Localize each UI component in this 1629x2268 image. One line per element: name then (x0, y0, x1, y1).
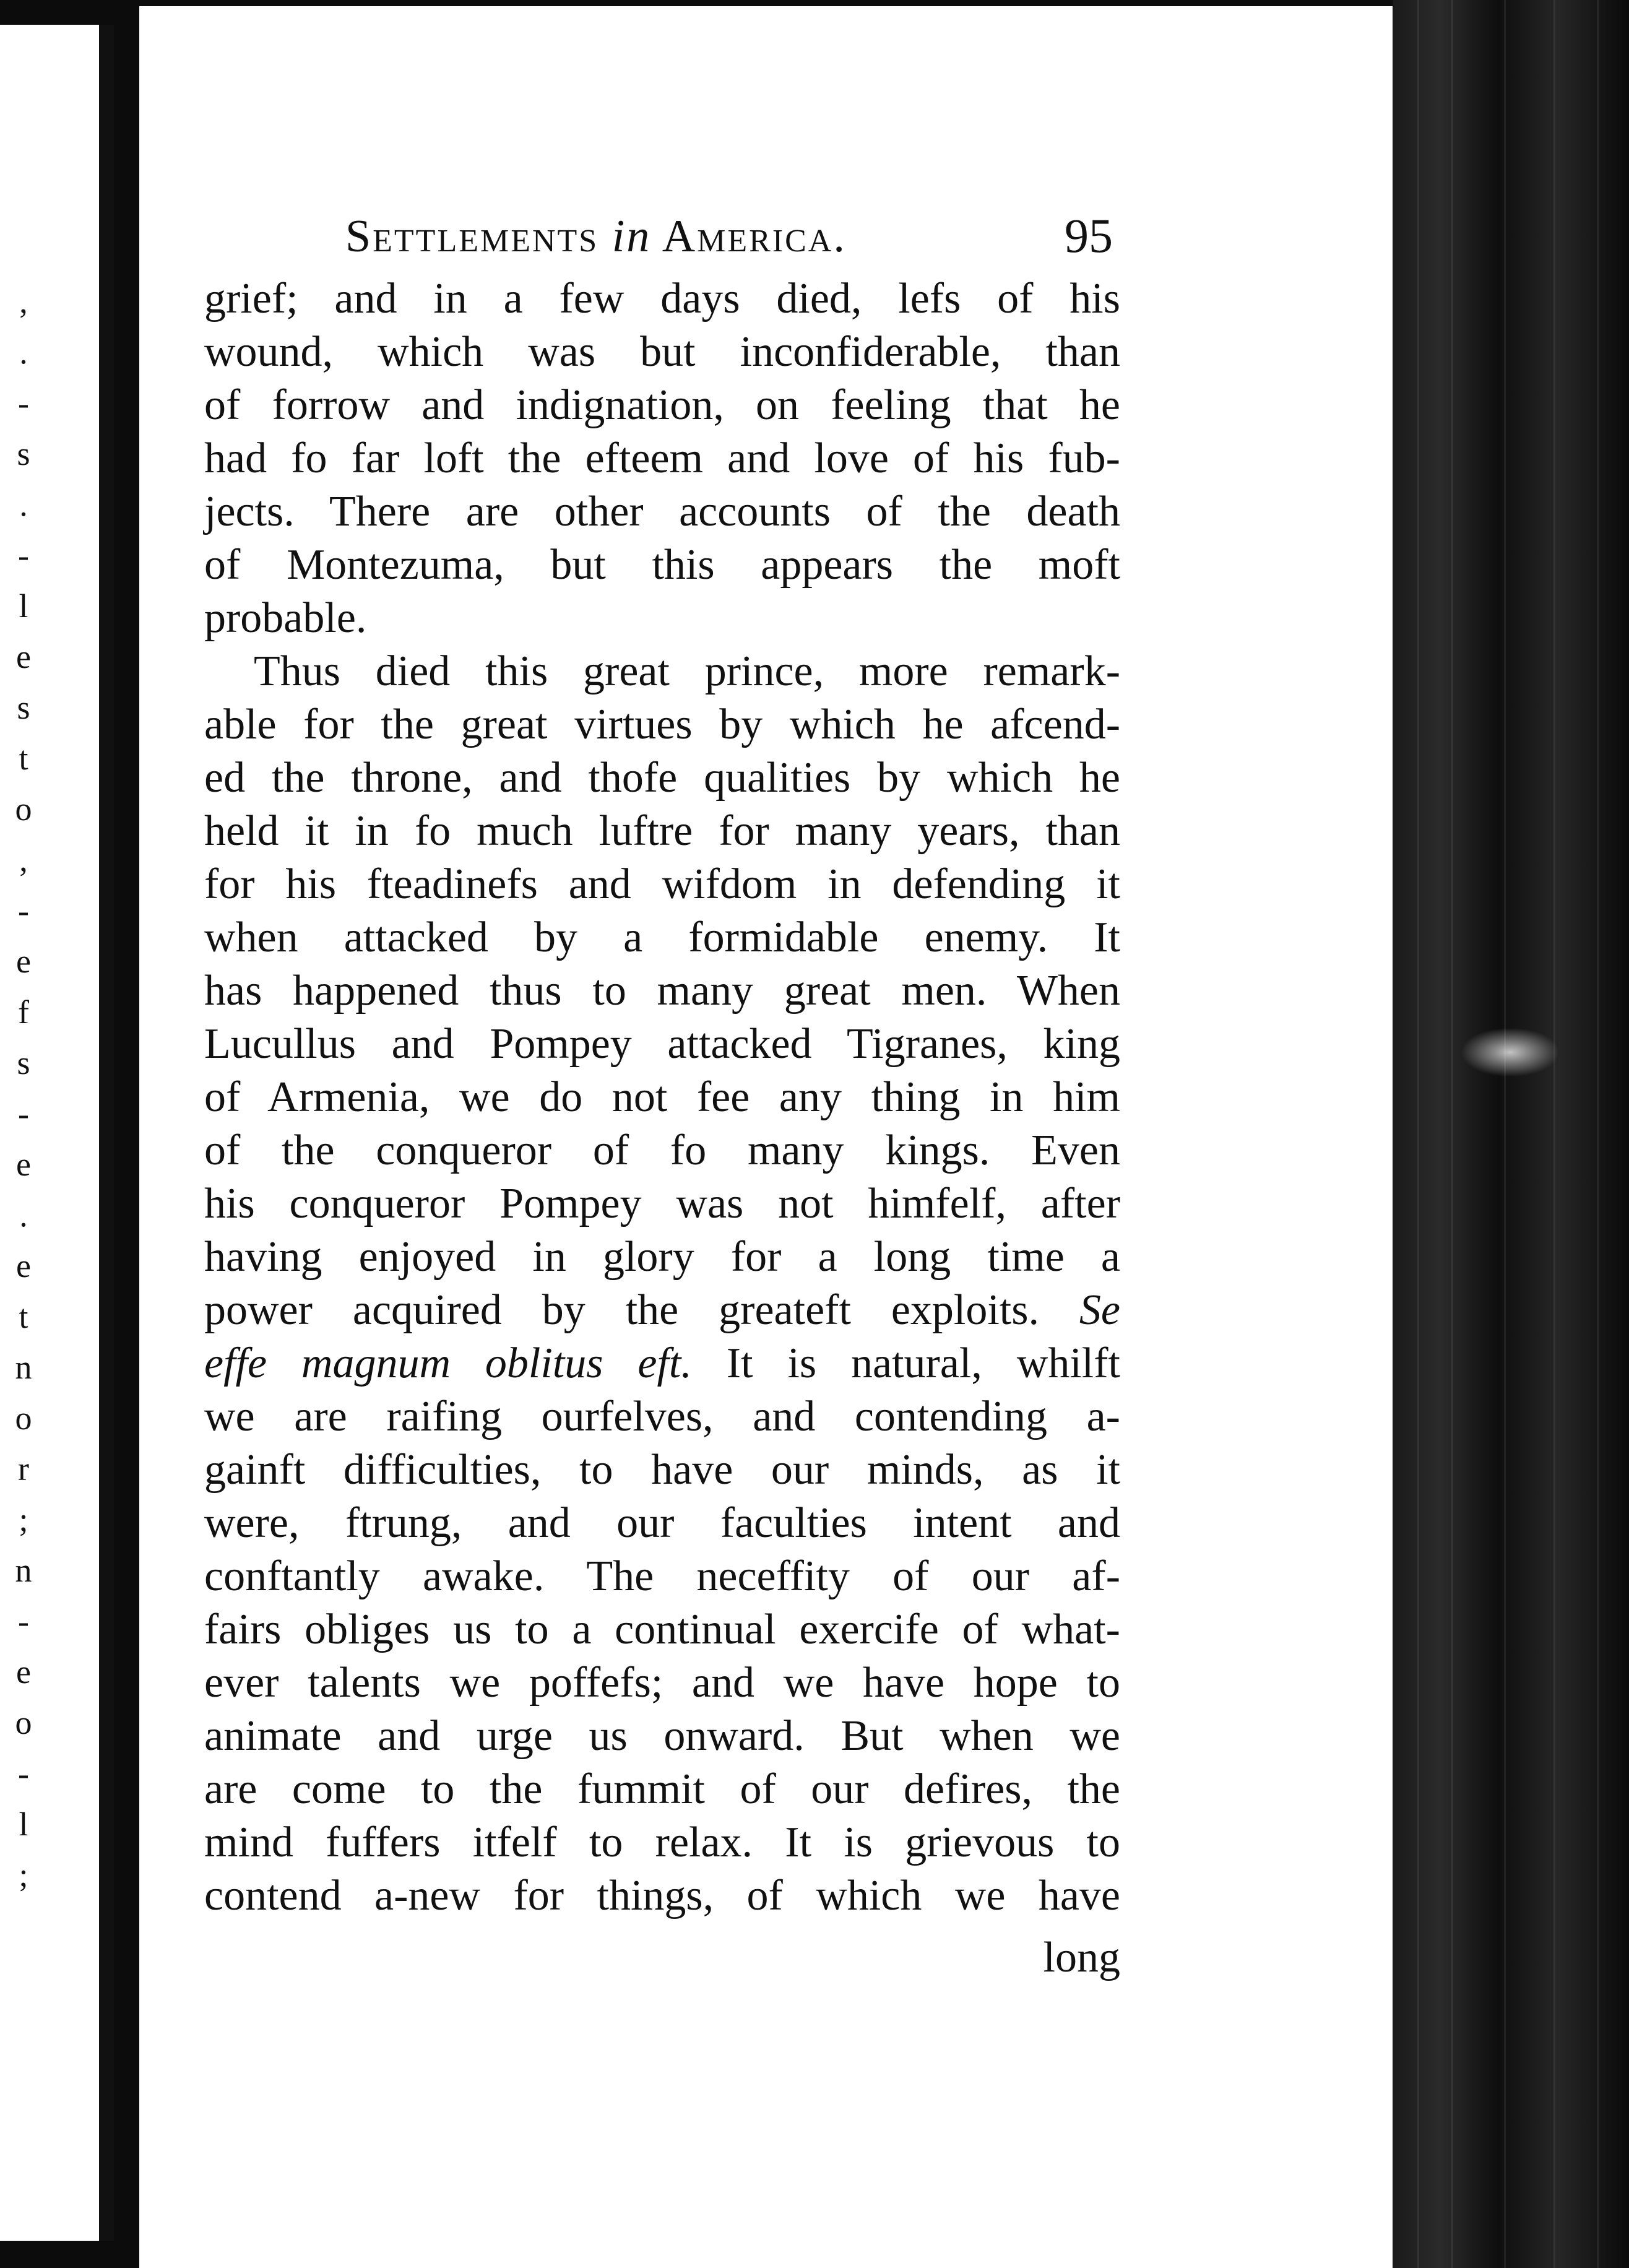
text-line: ed the throne, and thofe qualities by which he (204, 754, 1120, 802)
text-line: we are raifing ourfelves, and contending a- (204, 1393, 1120, 1440)
latin-italic: effe magnum oblitus eft. (204, 1340, 692, 1387)
text-line: when attacked by a formidable enemy. It (204, 914, 1120, 961)
text-line: having enjoyed in glory for a long time a (204, 1233, 1120, 1281)
text-segment: It is natural, whilft (726, 1340, 1120, 1387)
facing-page-margin-char: o (15, 1704, 32, 1741)
text-line: had fo far loft the efteem and love of his fub- (204, 435, 1120, 482)
text-line: ever talents we poffefs; and we have hope to (204, 1659, 1120, 1707)
text-line: Lucullus and Pompey attacked Tigranes, king (204, 1020, 1120, 1068)
text-line: jects. There are other accounts of the death (204, 488, 1120, 535)
text-line: mind fuffers itfelf to relax. It is grievous to (204, 1819, 1120, 1866)
facing-page-margin-char: - (18, 1755, 29, 1792)
facing-page-margin-char: l (19, 1806, 28, 1843)
facing-page-margin-char: f (18, 993, 29, 1031)
text-line: grief; and in a few days died, lefs of his (204, 275, 1120, 322)
text-line: able for the great virtues by which he afcend- (204, 701, 1120, 748)
facing-page-margin-char: ; (19, 1501, 28, 1538)
text-line-with-latin (204, 1337, 1120, 1390)
running-head-part2: America. (662, 211, 847, 262)
text-line: probable. (204, 594, 367, 642)
facing-page-margin-char: t (19, 1298, 28, 1335)
facing-page-margin-char: ; (19, 1856, 28, 1894)
text-segment: power acquired by the greateft exploits. (204, 1286, 1039, 1334)
facing-page-margin-char: , (19, 841, 28, 878)
latin-italic-start: Se (1079, 1286, 1120, 1334)
facing-page-margin-char: o (15, 1400, 32, 1437)
text-line: of forrow and indignation, on feeling that he (204, 381, 1120, 429)
text-line: wound, which was but inconfiderable, than (204, 328, 1120, 376)
running-head-part1: Settlements (345, 211, 599, 262)
facing-page-margin-char: - (18, 1095, 29, 1132)
facing-page-margin-char: e (16, 638, 31, 675)
text-line: has happened thus to many great men. When (204, 967, 1120, 1015)
body-text (204, 272, 1120, 1981)
text-line: were, ftrung, and our faculties intent and (204, 1499, 1120, 1547)
running-head-italic: in (611, 211, 652, 262)
text-line: of Armenia, we do not fee any thing in him (204, 1073, 1120, 1121)
facing-page-margin-char: . (19, 486, 28, 523)
facing-page-margin-char: e (16, 943, 31, 980)
text-line: of the conqueror of fo many kings. Even (204, 1127, 1120, 1174)
facing-page-margin-char: s (17, 689, 30, 726)
text-line: for his fteadinefs and wifdom in defending it (204, 860, 1120, 908)
facing-page-margin-char: s (17, 1044, 30, 1081)
facing-page-margin-char: t (19, 740, 28, 777)
facing-page-margin-char: e (16, 1653, 31, 1690)
text-line: of Montezuma, but this appears the moft (204, 541, 1120, 589)
facing-page-margin-char: r (18, 1450, 29, 1487)
running-head (345, 210, 847, 263)
facing-page-margin-char: e (16, 1146, 31, 1183)
facing-page-margin-char: - (18, 537, 29, 574)
facing-page-margin-char: l (19, 587, 28, 625)
text-line: are come to the fummit of our defires, the (204, 1765, 1120, 1813)
text-line: Thus died this great prince, more remark- (254, 647, 1120, 695)
text-line: held it in fo much luftre for many years, than (204, 807, 1120, 855)
facing-page-margin-char: . (19, 1197, 28, 1234)
facing-page-margin-char: e (16, 1247, 31, 1284)
facing-page-margin-char: s (17, 435, 30, 472)
left-facing-page (0, 25, 114, 2241)
page-header (203, 198, 1113, 266)
text-line: fairs obliges us to a continual exercife of what- (204, 1606, 1120, 1653)
text-line: contend a-new for things, of which we have (204, 1872, 1120, 1920)
text-line: animate and urge us onward. But when we (204, 1712, 1120, 1760)
text-line: his conqueror Pompey was not himfelf, after (204, 1180, 1120, 1227)
page-edge-shadow (1393, 0, 1629, 2268)
facing-page-margin-char: - (18, 384, 29, 422)
page-number: 95 (1065, 209, 1113, 262)
facing-page-margin-char: - (18, 1603, 29, 1640)
text-line-with-latin (204, 1284, 1120, 1337)
text-line: gainft difficulties, to have our minds, as it (204, 1446, 1120, 1494)
facing-page-margin-char: - (18, 892, 29, 929)
text-line: conftantly awake. The neceffity of our af- (204, 1552, 1120, 1600)
facing-page-margin-char: . (19, 334, 28, 371)
facing-page-margin-char: o (15, 790, 32, 828)
catchword: long (1043, 1934, 1120, 1981)
facing-page-margin-char: , (19, 283, 28, 320)
facing-page-margin-char: n (15, 1349, 32, 1386)
facing-page-margin-char: n (15, 1552, 32, 1589)
